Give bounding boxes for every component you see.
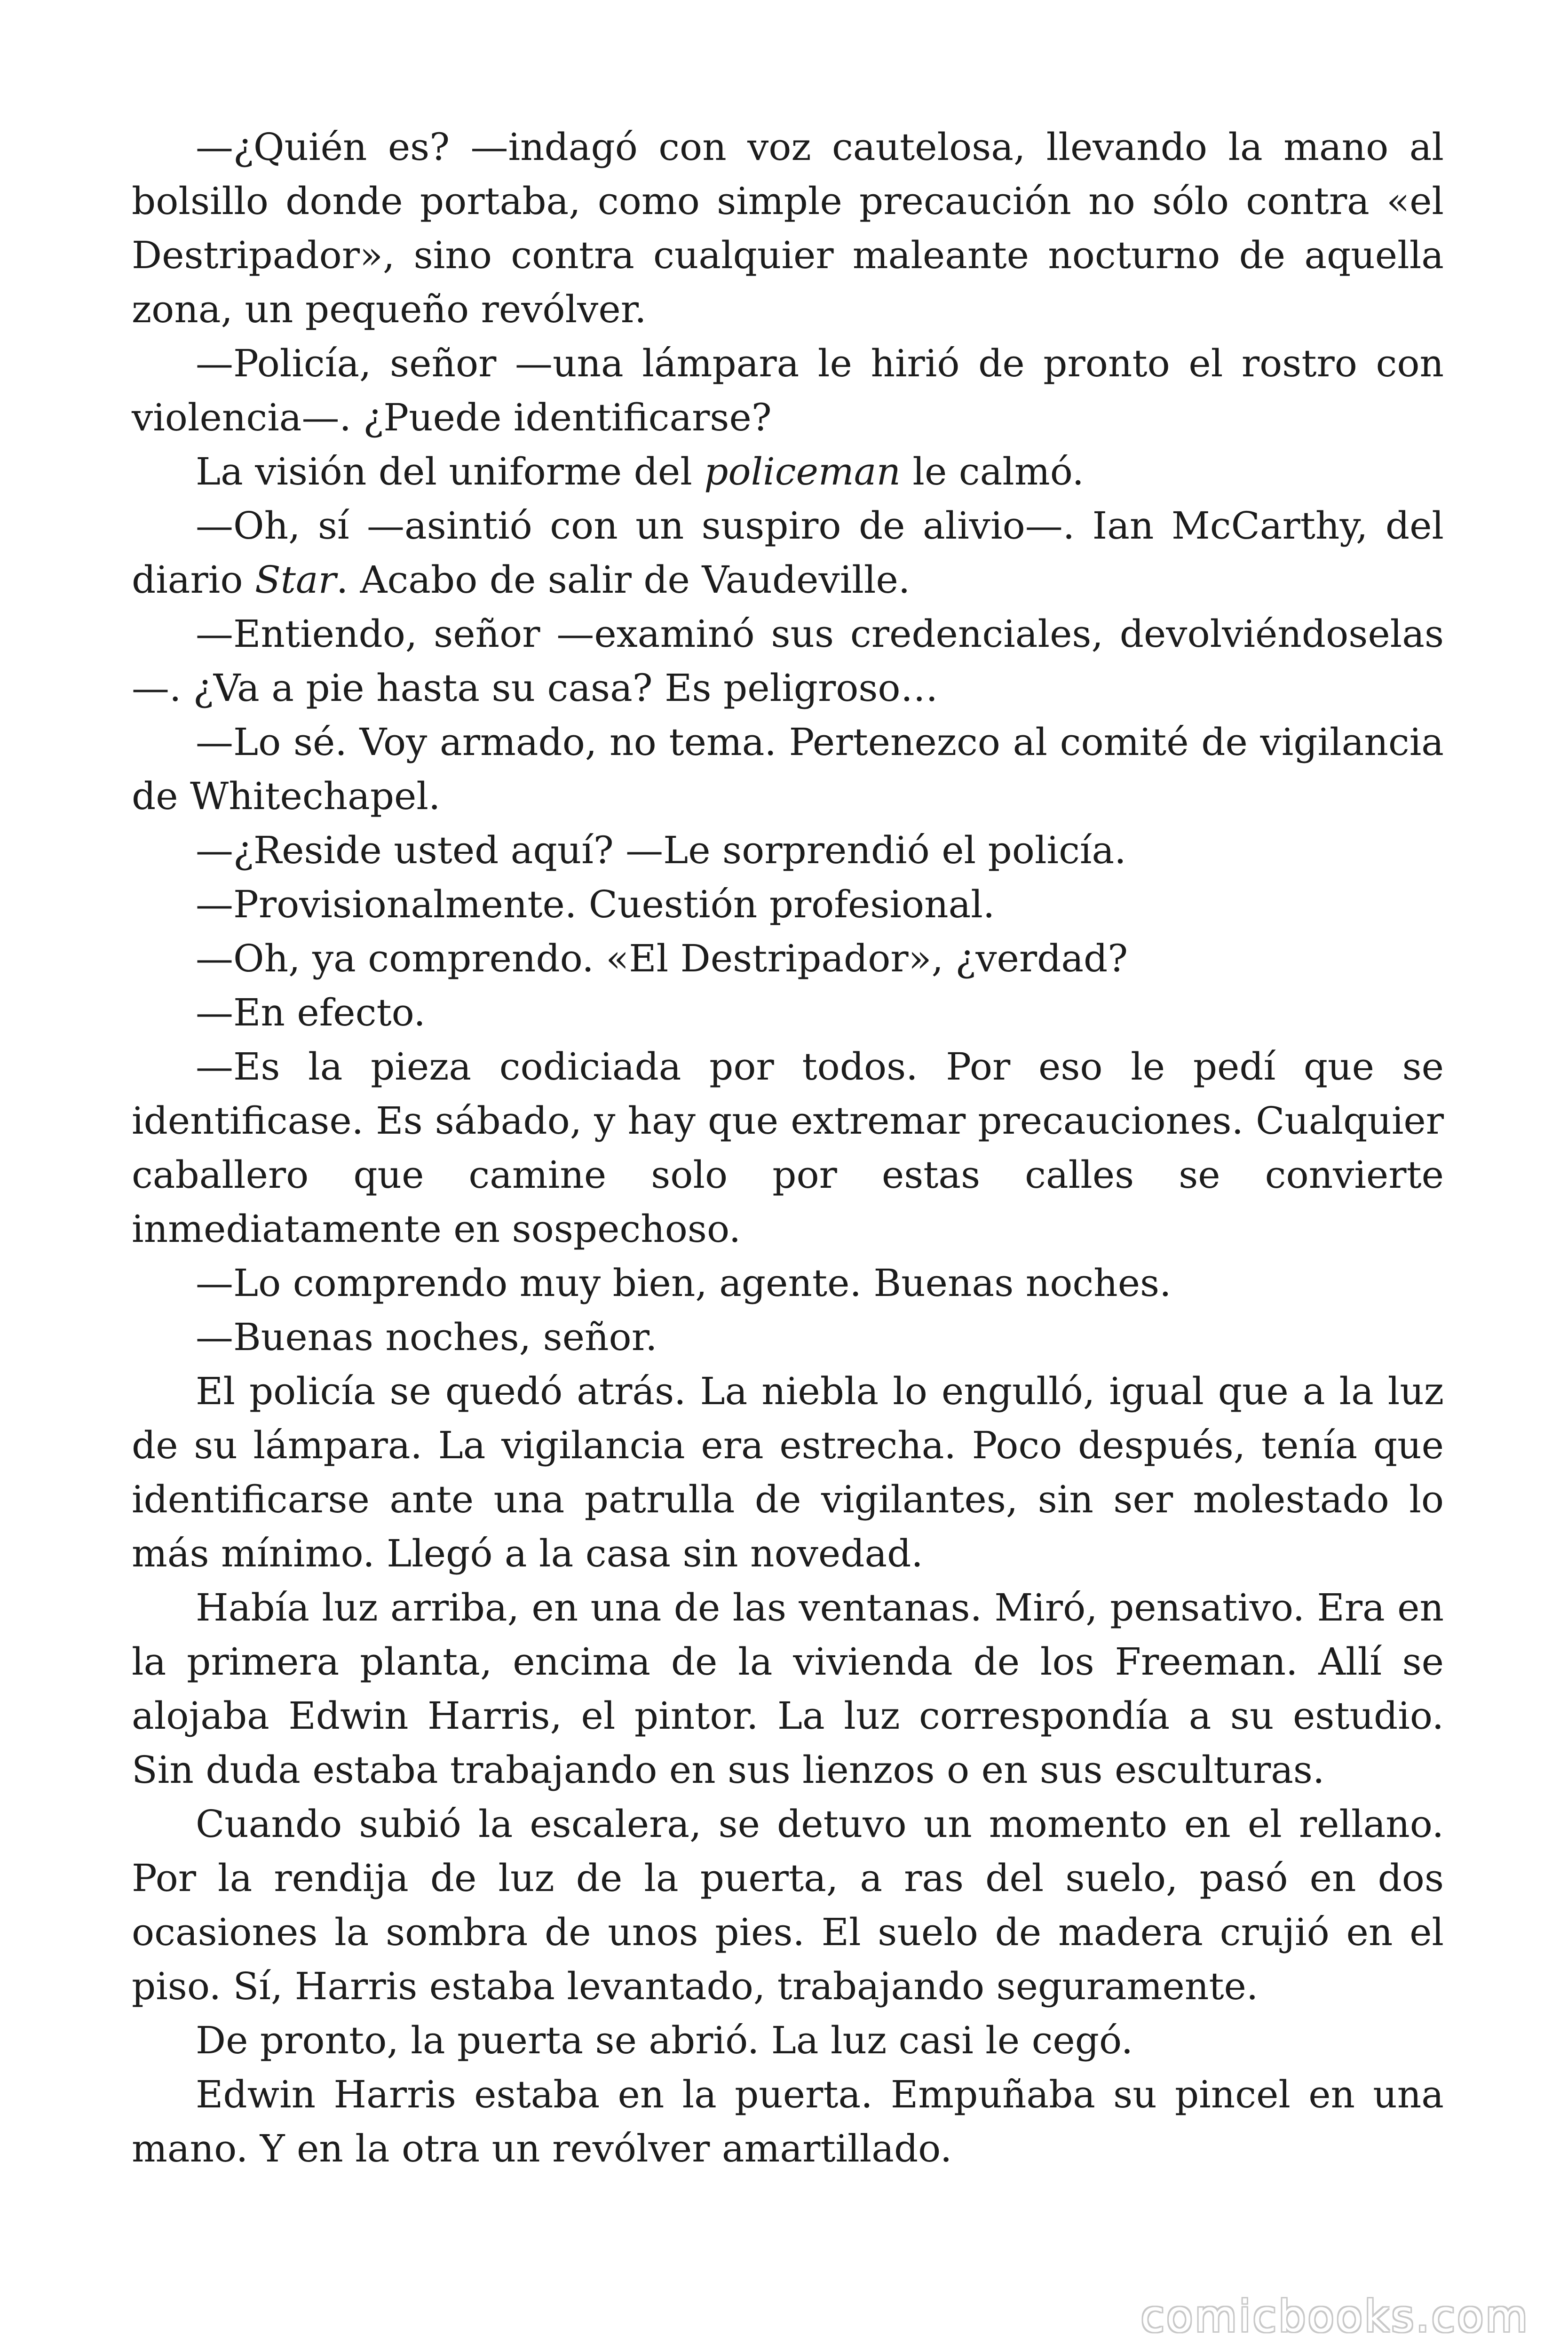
paragraph: Cuando subió la escalera, se detuvo un momento en el rellano. Por la rendija de luz de la puerta, a ras del suelo, pasó en dos ocasiones la sombra de unos pies. El suelo de madera crujió en el piso. Sí, Harris estaba levantado, trabajando seguramente. xyxy=(132,1802,1444,2008)
paragraph: De pronto, la puerta se abrió. La luz casi le cegó. xyxy=(196,2018,1133,2062)
paragraph: Edwin Harris estaba en la puerta. Empuñaba su pincel en una mano. Y en la otra un revólver amartillado. xyxy=(132,2073,1444,2170)
paragraph: —Lo comprendo muy bien, agente. Buenas noches. xyxy=(196,1261,1172,1305)
paragraph-text: diario xyxy=(132,558,255,602)
paragraph-text: . Acabo de salir de Vaudeville. xyxy=(336,558,911,602)
paragraph: —Es la pieza codiciada por todos. Por eso le pedí que se identificase. Es sábado, y hay que extremar precauciones. Cualquier caballero que camine solo por estas calles se convierte inmediatamente en sospechoso. xyxy=(132,1045,1444,1251)
paragraph: —Buenas noches, señor. xyxy=(196,1315,657,1359)
paragraph: —Provisionalmente. Cuestión profesional. xyxy=(196,882,995,926)
paragraph: —En efecto. xyxy=(196,991,426,1034)
italic-term: policeman xyxy=(704,450,901,493)
paragraph: —Entiendo, señor —examinó sus credenciales, devolviéndoselas —. ¿Va a pie hasta su casa? Es peligroso… xyxy=(132,612,1444,710)
paragraph xyxy=(132,445,1444,499)
book-page-text xyxy=(132,120,1444,2176)
italic-term: Star xyxy=(254,558,336,602)
paragraph-continuation xyxy=(132,553,1444,607)
paragraph: —Lo sé. Voy armado, no tema. Pertenezco al comité de vigilancia de Whitechapel. xyxy=(132,720,1444,818)
paragraph: —¿Quién es? —indagó con voz cautelosa, llevando la mano al bolsillo donde portaba, como simple precaución no sólo contra «el Destripador», sino contra cualquier maleante nocturno de aquella zona, un pequeño revólver. xyxy=(132,125,1444,331)
paragraph: —Oh, sí —asintió con un suspiro de alivio—. Ian McCarthy, del xyxy=(196,504,1444,548)
paragraph: —Policía, señor —una lámpara le hirió de pronto el rostro con violencia—. ¿Puede identificarse? xyxy=(132,342,1444,439)
paragraph: —¿Reside usted aquí? —Le sorprendió el policía. xyxy=(196,828,1126,872)
paragraph-text: le calmó. xyxy=(901,450,1084,493)
paragraph: El policía se quedó atrás. La niebla lo engulló, igual que a la luz de su lámpara. La vigilancia era estrecha. Poco después, tenía que identificarse ante una patrulla de vigilantes, sin ser molestado lo más mínimo. Llegó a la casa sin novedad. xyxy=(132,1369,1444,1575)
site-watermark: comicbooks.com xyxy=(1140,2291,1529,2342)
paragraph-text: La visión del uniforme del xyxy=(196,450,705,493)
paragraph: —Oh, ya comprendo. «El Destripador», ¿verdad? xyxy=(196,937,1128,980)
paragraph: Había luz arriba, en una de las ventanas. Miró, pensativo. Era en la primera planta, encima de la vivienda de los Freeman. Allí se alojaba Edwin Harris, el pintor. La luz correspondía a su estudio. Sin duda estaba trabajando en sus lienzos o en sus esculturas. xyxy=(132,1586,1444,1792)
